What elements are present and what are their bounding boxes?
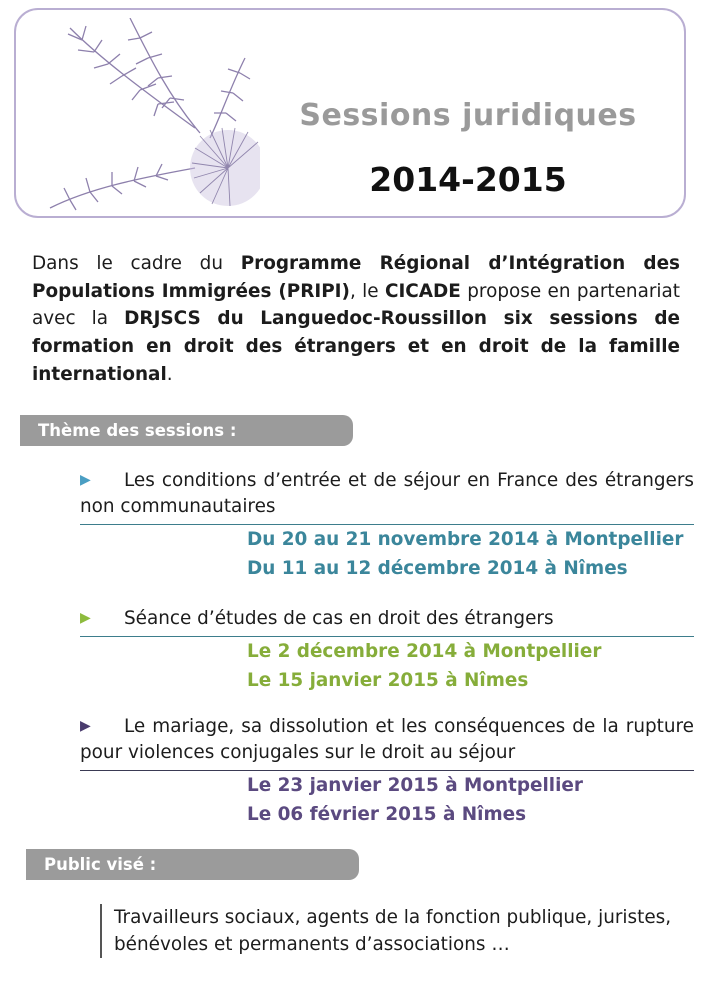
triangle-right-icon: ▶ bbox=[80, 718, 91, 734]
thistle-illustration bbox=[30, 18, 260, 218]
session-dates bbox=[80, 771, 694, 829]
session-title: ▶ Séance d’études de cas en droit des étrangers bbox=[80, 605, 694, 637]
themes-heading-bar: Thème des sessions : bbox=[20, 415, 353, 446]
year-label: 2014-2015 bbox=[369, 160, 567, 199]
header-box bbox=[14, 8, 686, 218]
session-date: Le 23 janvier 2015 à Montpellier bbox=[247, 775, 583, 796]
session-date: Le 15 janvier 2015 à Nîmes bbox=[247, 670, 529, 691]
session-date: Du 11 au 12 décembre 2014 à Nîmes bbox=[247, 558, 628, 579]
triangle-right-icon: ▶ bbox=[80, 610, 91, 626]
public-heading-bar: Public visé : bbox=[26, 849, 359, 880]
intro-paragraph: Dans le cadre du Programme Régional d’Intégration des Populations Immigrées (PRIPI), le CICADE propose en partenariat avec la DRJSCS du Languedoc-Roussillon six sessions de formation en droit des étrangers et en droit de la famille international. bbox=[32, 253, 680, 385]
session-3 bbox=[80, 713, 694, 829]
page-title: Sessions juridiques bbox=[299, 98, 637, 133]
session-title: ▶ Le mariage, sa dissolution et les conséquences de la rupture pour violences conjugales sur le droit au séjour bbox=[80, 713, 694, 771]
triangle-right-icon: ▶ bbox=[80, 472, 91, 488]
session-date: Le 06 février 2015 à Nîmes bbox=[247, 804, 527, 825]
session-2 bbox=[80, 605, 694, 695]
session-date: Le 2 décembre 2014 à Montpellier bbox=[247, 641, 602, 662]
session-title: ▶ Les conditions d’entrée et de séjour en France des étrangers non communautaires bbox=[80, 467, 694, 525]
session-1 bbox=[80, 467, 694, 583]
audience-text: Travailleurs sociaux, agents de la fonction publique, juristes, bénévoles et permanents d’associations … bbox=[100, 904, 704, 958]
session-date: Du 20 au 21 novembre 2014 à Montpellier bbox=[247, 529, 684, 550]
session-dates bbox=[80, 525, 694, 583]
session-dates bbox=[80, 637, 694, 695]
